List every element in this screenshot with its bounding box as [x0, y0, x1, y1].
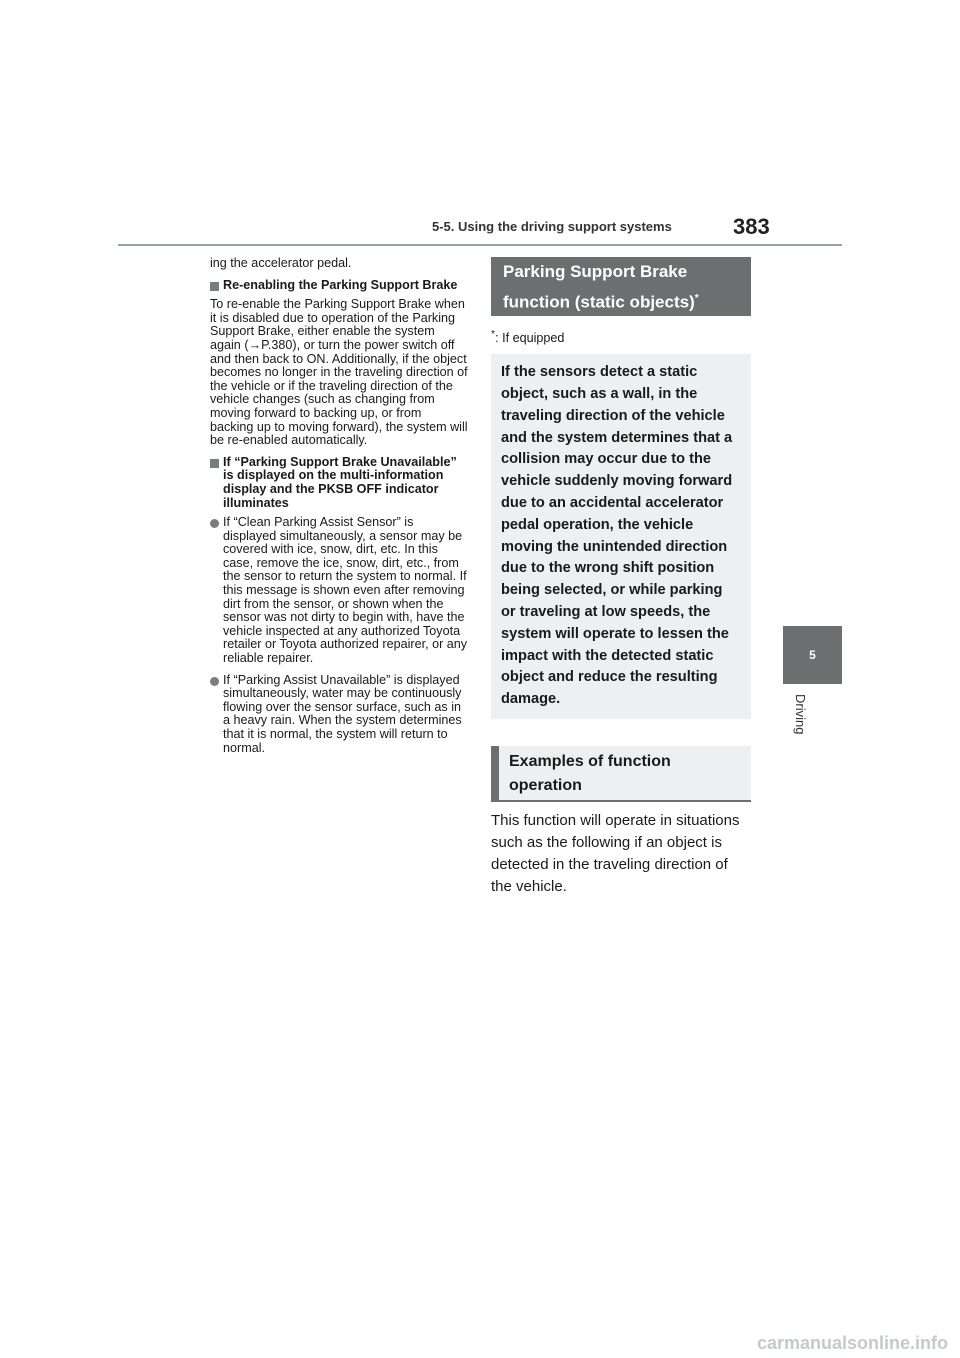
examples-body: This function will operate in situations such as the following if an object is detected in the traveling direction of the vehicle.	[491, 811, 740, 895]
bullet-item	[210, 674, 468, 756]
title-footnote-mark: *	[694, 292, 699, 304]
header-rule	[118, 244, 842, 246]
chapter-tab[interactable]: 5	[783, 626, 842, 684]
section-title-box	[491, 257, 751, 316]
bullet-text: If “Parking Assist Unavailable” is displayed simultaneously, water may be continuously flowing over the sensor surface, such as in a heavy rain. When the system determines that it is normal, the system will return to normal.	[223, 672, 462, 755]
bullet-item	[210, 516, 468, 666]
square-bullet-icon	[210, 459, 219, 468]
footnote-text: : If equipped	[495, 331, 565, 346]
bullet-text: If “Clean Parking Assist Sensor” is displayed simultaneously, a sensor may be covered with ice, snow, dirt, etc. In this case, remove the ice, snow, dirt, etc., from the sensor to return the system to normal. If this message is shown even after removing dirt from the sensor, or shown when the sensor was not dirty to begin with, have the vehicle inspected at any authorized Toyota retailer or Toyota authorized repairer, or any reliable repairer.	[223, 515, 468, 666]
continuation-text: ing the accelerator pedal.	[210, 256, 352, 270]
watermark: carmanualsonline.info	[756, 1333, 948, 1353]
chapter-label: Driving	[793, 694, 808, 735]
right-column	[491, 257, 751, 898]
unavailable-heading-text: If “Parking Support Brake Unavailable” is displayed on the multi-information display and the PKSB OFF indicator illuminates	[223, 454, 457, 510]
header-section-title: 5-5. Using the driving support systems	[432, 219, 672, 234]
footnote	[491, 328, 751, 345]
reenable-body: To re-enable the Parking Support Brake when it is disabled due to operation of the Parking Support Brake, either enable the system again (→P.380), or turn the power switch off and then back to ON. Additionally, if the object becomes no longer in the traveling direction of the vehicle or if the traveling direction of the vehicle changes (such as changing from moving forward to backing up, or from backing up to moving forward), the system will be re-enabled automatically.	[210, 297, 468, 448]
square-bullet-icon	[210, 282, 219, 291]
section-title: Parking Support Brake function (static objects)*	[503, 261, 699, 312]
unavailable-heading	[210, 456, 468, 510]
round-bullet-icon	[210, 519, 219, 528]
left-column	[210, 257, 468, 763]
examples-heading: Examples of function operation	[491, 746, 751, 802]
round-bullet-icon	[210, 677, 219, 686]
reenable-heading	[210, 279, 468, 293]
footnote-mark: *	[491, 328, 496, 340]
summary-box: If the sensors detect a static object, such as a wall, in the traveling direction of the vehicle and the system determines that a collision may occur due to the vehicle suddenly moving forward due to an accidental accelerator pedal operation, the vehicle moving the unintended direction due to the wrong shift position being selected, or while parking or traveling at low speeds, the system will operate to lessen the impact with the detected static object and reduce the resulting damage.	[491, 354, 751, 719]
page-number: 383	[733, 214, 770, 239]
reenable-heading-text: Re-enabling the Parking Support Brake	[223, 277, 458, 292]
